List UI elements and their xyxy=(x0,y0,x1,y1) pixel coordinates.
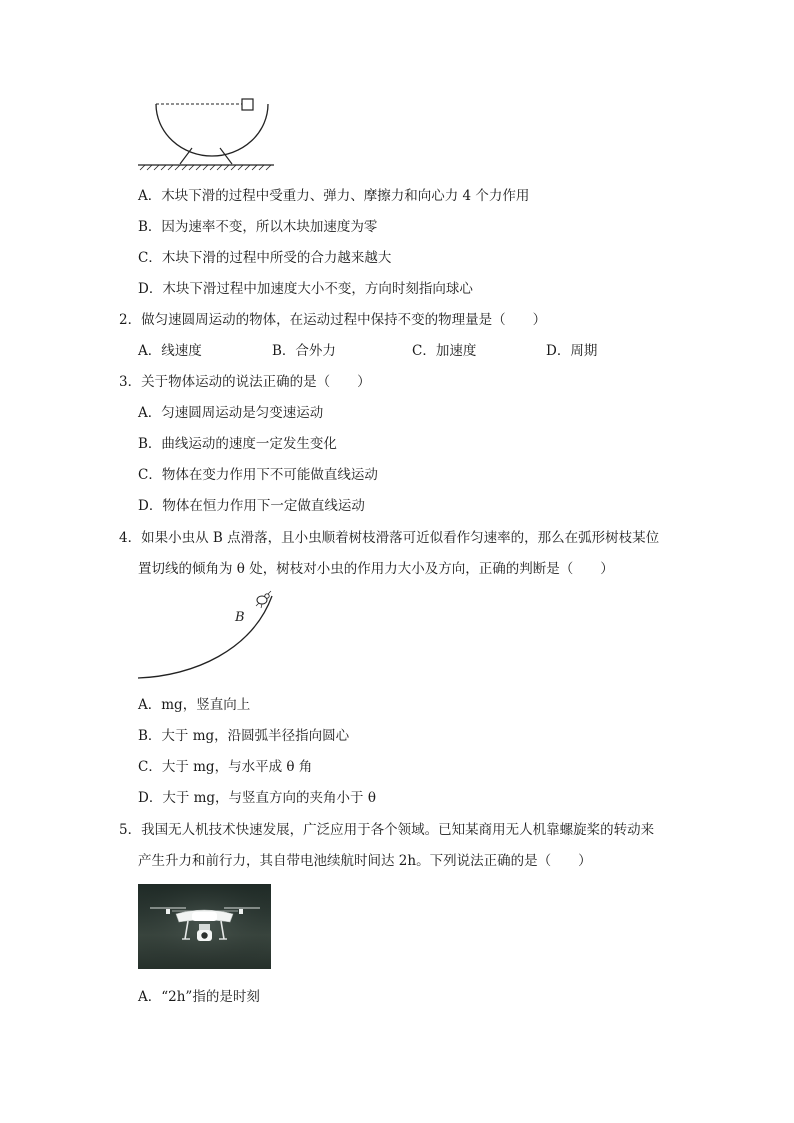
q2-options xyxy=(0,341,794,361)
q1-option-a: A．木块下滑的过程中受重力、弹力、摩擦力和向心力 4 个力作用 xyxy=(138,188,530,204)
q4-option-a: A．mg，竖直向上 xyxy=(138,697,251,713)
q5-stem-line2: 产生升力和前行力，其自带电池续航时间达 2h。下列说法正确的是（ ） xyxy=(138,853,592,869)
q4-option-b: B．大于 mg，沿圆弧半径指向圆心 xyxy=(138,728,350,744)
q2-option-d: D．周期 xyxy=(546,343,598,359)
q5-stem-line1: 5．我国无人机技术快速发展，广泛应用于各个领域。已知某商用无人机靠螺旋桨的转动来 xyxy=(119,822,655,838)
q2-option-c: C．加速度 xyxy=(412,343,477,359)
q3-option-d: D．物体在恒力作用下一定做直线运动 xyxy=(138,498,365,514)
branch-figure xyxy=(134,590,284,685)
drone-photo xyxy=(138,884,271,969)
q1-option-d: D．木块下滑过程中加速度大小不变，方向时刻指向球心 xyxy=(138,281,473,297)
q2-stem: 2．做匀速圆周运动的物体，在运动过程中保持不变的物理量是（ ） xyxy=(119,312,547,328)
q3-option-c: C．物体在变力作用下不可能做直线运动 xyxy=(138,467,378,483)
point-b-label: B xyxy=(235,610,245,625)
q3-option-a: A．匀速圆周运动是匀变速运动 xyxy=(138,405,324,421)
q3-option-b: B．曲线运动的速度一定发生变化 xyxy=(138,436,337,452)
q3-stem: 3．关于物体运动的说法正确的是（ ） xyxy=(119,374,371,390)
q2-option-b: B．合外力 xyxy=(272,343,336,359)
q1-option-c: C．木块下滑的过程中所受的合力越来越大 xyxy=(138,250,392,266)
q5-option-a: A．“2h”指的是时刻 xyxy=(138,989,260,1005)
q4-option-d: D．大于 mg，与竖直方向的夹角小于 θ xyxy=(138,790,376,806)
q2-option-a: A．线速度 xyxy=(138,343,202,359)
bowl-figure xyxy=(136,98,276,173)
q4-stem-line2: 置切线的倾角为 θ 处，树枝对小虫的作用力大小及方向，正确的判断是（ ） xyxy=(138,561,614,577)
q4-option-c: C．大于 mg，与水平成 θ 角 xyxy=(138,759,313,775)
bug-icon xyxy=(256,591,271,608)
q4-stem-line1: 4．如果小虫从 B 点滑落，且小虫顺着树枝滑落可近似看作匀速率的，那么在弧形树枝某位 xyxy=(119,530,660,546)
q1-option-b: B．因为速率不变，所以木块加速度为零 xyxy=(138,219,378,235)
